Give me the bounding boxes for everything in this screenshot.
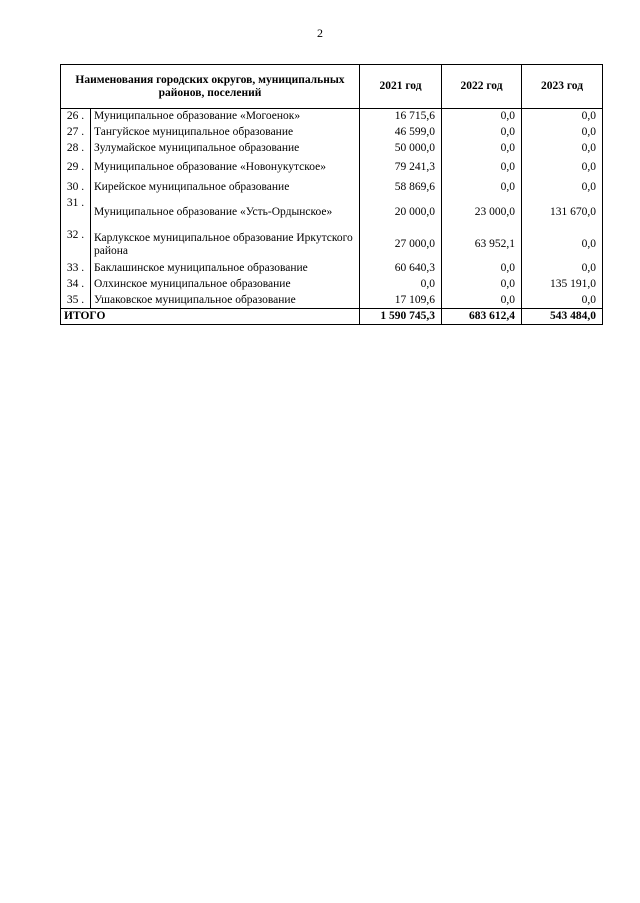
row-value-2022: 0,0 (442, 179, 522, 197)
table-row (61, 141, 603, 157)
total-value-2022: 683 612,4 (442, 309, 522, 325)
row-value-2022: 0,0 (442, 109, 522, 125)
row-index: 29 . (61, 157, 91, 179)
row-name: Ушаковское муниципальное образование (91, 293, 360, 309)
row-name: Муниципальное образование «Новонукутское» (91, 157, 360, 179)
row-index: 26 . (61, 109, 91, 125)
row-index: 28 . (61, 141, 91, 157)
row-value-2022: 0,0 (442, 277, 522, 293)
row-value-2023: 0,0 (522, 179, 603, 197)
table-row (61, 261, 603, 277)
table-row (61, 157, 603, 179)
row-value-2023: 0,0 (522, 261, 603, 277)
row-index: 31 . (61, 197, 91, 229)
row-value-2023: 131 670,0 (522, 197, 603, 229)
row-value-2022: 23 000,0 (442, 197, 522, 229)
header-2022: 2022 год (442, 65, 522, 109)
row-name: Муниципальное образование «Усть-Ордынское» (91, 197, 360, 229)
row-name: Муниципальное образование «Могоенок» (91, 109, 360, 125)
header-2023: 2023 год (522, 65, 603, 109)
row-index: 34 . (61, 277, 91, 293)
row-name: Кирейское муниципальное образование (91, 179, 360, 197)
table-row (61, 229, 603, 261)
row-value-2021: 46 599,0 (360, 125, 442, 141)
funding-table (60, 64, 603, 325)
row-value-2022: 0,0 (442, 261, 522, 277)
row-value-2023: 0,0 (522, 125, 603, 141)
row-name: Баклашинское муниципальное образование (91, 261, 360, 277)
total-value-2023: 543 484,0 (522, 309, 603, 325)
row-index: 32 . (61, 229, 91, 261)
table-row (61, 109, 603, 125)
row-value-2021: 27 000,0 (360, 229, 442, 261)
row-value-2021: 0,0 (360, 277, 442, 293)
row-value-2023: 135 191,0 (522, 277, 603, 293)
row-value-2022: 0,0 (442, 141, 522, 157)
table-row (61, 277, 603, 293)
row-value-2021: 58 869,6 (360, 179, 442, 197)
row-name: Тангуйское муниципальное образование (91, 125, 360, 141)
row-value-2023: 0,0 (522, 109, 603, 125)
row-name: Зулумайское муниципальное образование (91, 141, 360, 157)
row-index: 35 . (61, 293, 91, 309)
total-row (61, 309, 603, 325)
table-row (61, 197, 603, 229)
table-row (61, 179, 603, 197)
page-number: 2 (317, 26, 323, 40)
row-value-2021: 60 640,3 (360, 261, 442, 277)
total-label: ИТОГО (61, 309, 360, 325)
row-index: 27 . (61, 125, 91, 141)
row-value-2023: 0,0 (522, 229, 603, 261)
row-value-2021: 17 109,6 (360, 293, 442, 309)
row-value-2021: 16 715,6 (360, 109, 442, 125)
row-value-2021: 79 241,3 (360, 157, 442, 179)
row-value-2023: 0,0 (522, 157, 603, 179)
row-value-2021: 50 000,0 (360, 141, 442, 157)
total-value-2021: 1 590 745,3 (360, 309, 442, 325)
row-value-2023: 0,0 (522, 293, 603, 309)
row-value-2023: 0,0 (522, 141, 603, 157)
table-row (61, 293, 603, 309)
row-index: 33 . (61, 261, 91, 277)
header-2021: 2021 год (360, 65, 442, 109)
row-name: Олхинское муниципальное образование (91, 277, 360, 293)
row-name: Карлукское муниципальное образование Иркутского района (91, 229, 360, 261)
row-index: 30 . (61, 179, 91, 197)
header-name: Наименования городских округов, муниципальных районов, поселений (61, 65, 360, 109)
row-value-2022: 63 952,1 (442, 229, 522, 261)
row-value-2021: 20 000,0 (360, 197, 442, 229)
table-header-row (61, 65, 603, 109)
row-value-2022: 0,0 (442, 125, 522, 141)
row-value-2022: 0,0 (442, 293, 522, 309)
row-value-2022: 0,0 (442, 157, 522, 179)
table-row (61, 125, 603, 141)
